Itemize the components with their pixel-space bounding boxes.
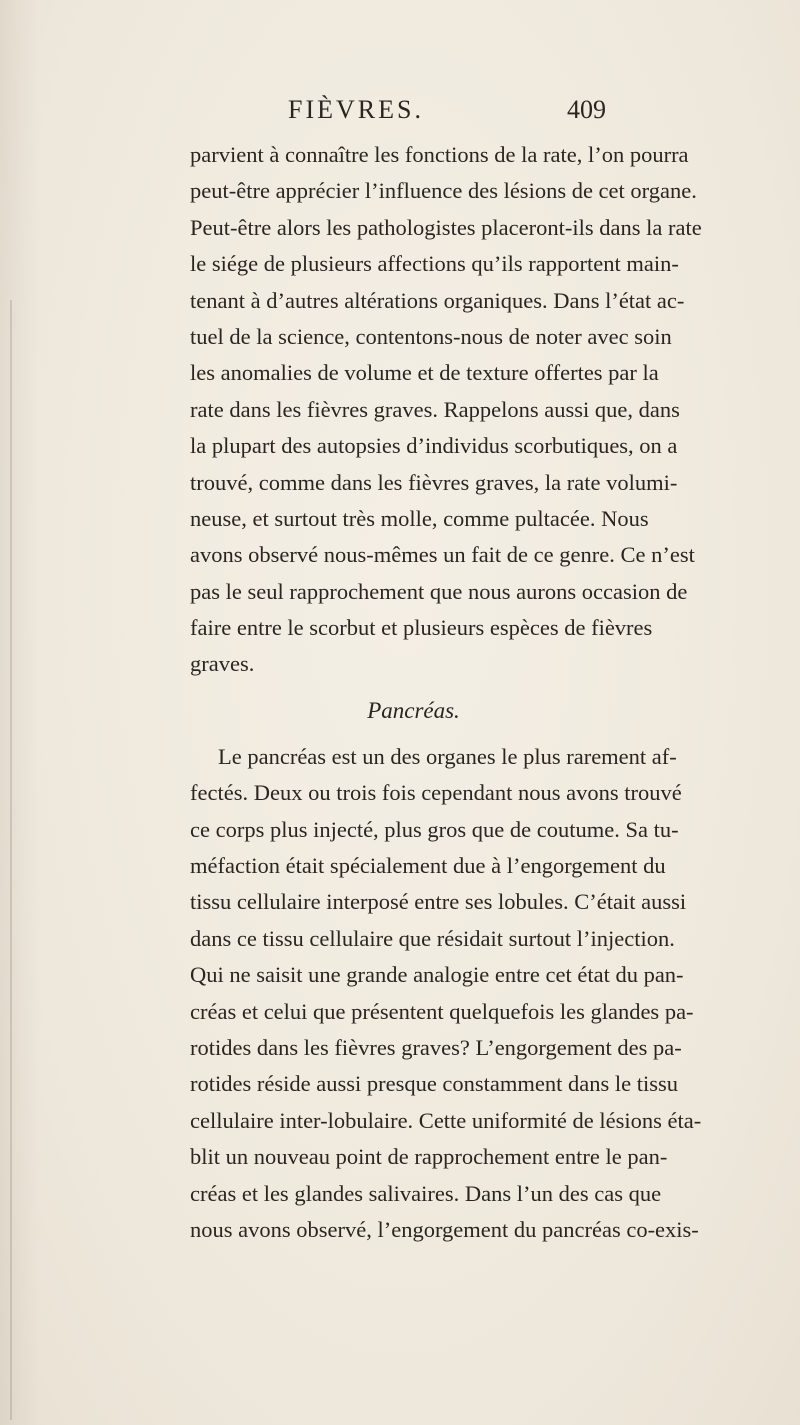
text-line: rotides réside aussi presque constamment dans le tissu bbox=[190, 1071, 679, 1097]
text-line: ce corps plus injecté, plus gros que de coutume. Sa tu- bbox=[190, 816, 679, 842]
running-title: FIÈVRES. bbox=[288, 95, 424, 124]
text-line: méfaction était spécialement due à l’engorgement du bbox=[190, 853, 666, 879]
binding-gutter-shadow bbox=[10, 300, 12, 1420]
text-line: tissu cellulaire interposé entre ses lobules. C’était aussi bbox=[190, 889, 687, 915]
text-line: Peut-être alors les pathologistes placeront-ils dans la rate bbox=[190, 214, 702, 240]
text-line: faire entre le scorbut et plusieurs espèces de fièvres bbox=[190, 615, 653, 641]
text-line: Le pancréas est un des organes le plus rarement af- bbox=[218, 743, 677, 769]
text-line: rotides dans les fièvres graves? L’engorgement des pa- bbox=[190, 1034, 682, 1060]
text-line: tuel de la science, contentons-nous de noter avec soin bbox=[190, 323, 672, 349]
text-line: créas et les glandes salivaires. Dans l’un des cas que bbox=[190, 1180, 662, 1206]
text-line: parvient à connaître les fonctions de la rate, l’on pourra bbox=[190, 142, 689, 167]
text-line: la plupart des autopsies d’individus scorbutiques, on a bbox=[190, 433, 678, 459]
text-line: neuse, et surtout très molle, comme pultacée. Nous bbox=[190, 505, 649, 531]
text-line: graves. bbox=[190, 651, 255, 677]
page-number: 409 bbox=[567, 95, 606, 124]
text-line: les anomalies de volume et de texture offertes par la bbox=[190, 360, 659, 386]
paragraph-pancreas bbox=[190, 739, 702, 1248]
text-block bbox=[190, 137, 702, 1248]
text-line: nous avons observé, l’engorgement du pancréas co-exis- bbox=[190, 1216, 699, 1242]
text-line: rate dans les fièvres graves. Rappelons aussi que, dans bbox=[190, 396, 680, 422]
text-line: cellulaire inter-lobulaire. Cette uniformité de lésions éta- bbox=[190, 1107, 702, 1133]
text-line: trouvé, comme dans les fièvres graves, la rate volumi- bbox=[190, 469, 678, 495]
text-line: blit un nouveau point de rapprochement entre le pan- bbox=[190, 1144, 668, 1170]
section-title-pancreas: Pancréas. bbox=[367, 697, 460, 723]
text-line: dans ce tissu cellulaire que résidait surtout l’injection. bbox=[190, 925, 675, 951]
text-line: peut-être apprécier l’influence des lésions de cet organe. bbox=[190, 178, 697, 204]
page-header bbox=[0, 95, 800, 135]
text-line: Qui ne saisit une grande analogie entre cet état du pan- bbox=[190, 962, 684, 988]
text-line: avons observé nous-mêmes un fait de ce genre. Ce n’est bbox=[190, 542, 695, 568]
text-line: pas le seul rapprochement que nous aurons occasion de bbox=[190, 578, 688, 604]
text-line: le siége de plusieurs affections qu’ils rapportent main- bbox=[190, 251, 679, 277]
text-line: tenant à d’autres altérations organiques. Dans l’état ac- bbox=[190, 287, 685, 313]
text-line: créas et celui que présentent quelquefois les glandes pa- bbox=[190, 998, 694, 1024]
paragraph-rate-continuation bbox=[190, 137, 702, 683]
text-line: fectés. Deux ou trois fois cependant nous avons trouvé bbox=[190, 780, 682, 806]
